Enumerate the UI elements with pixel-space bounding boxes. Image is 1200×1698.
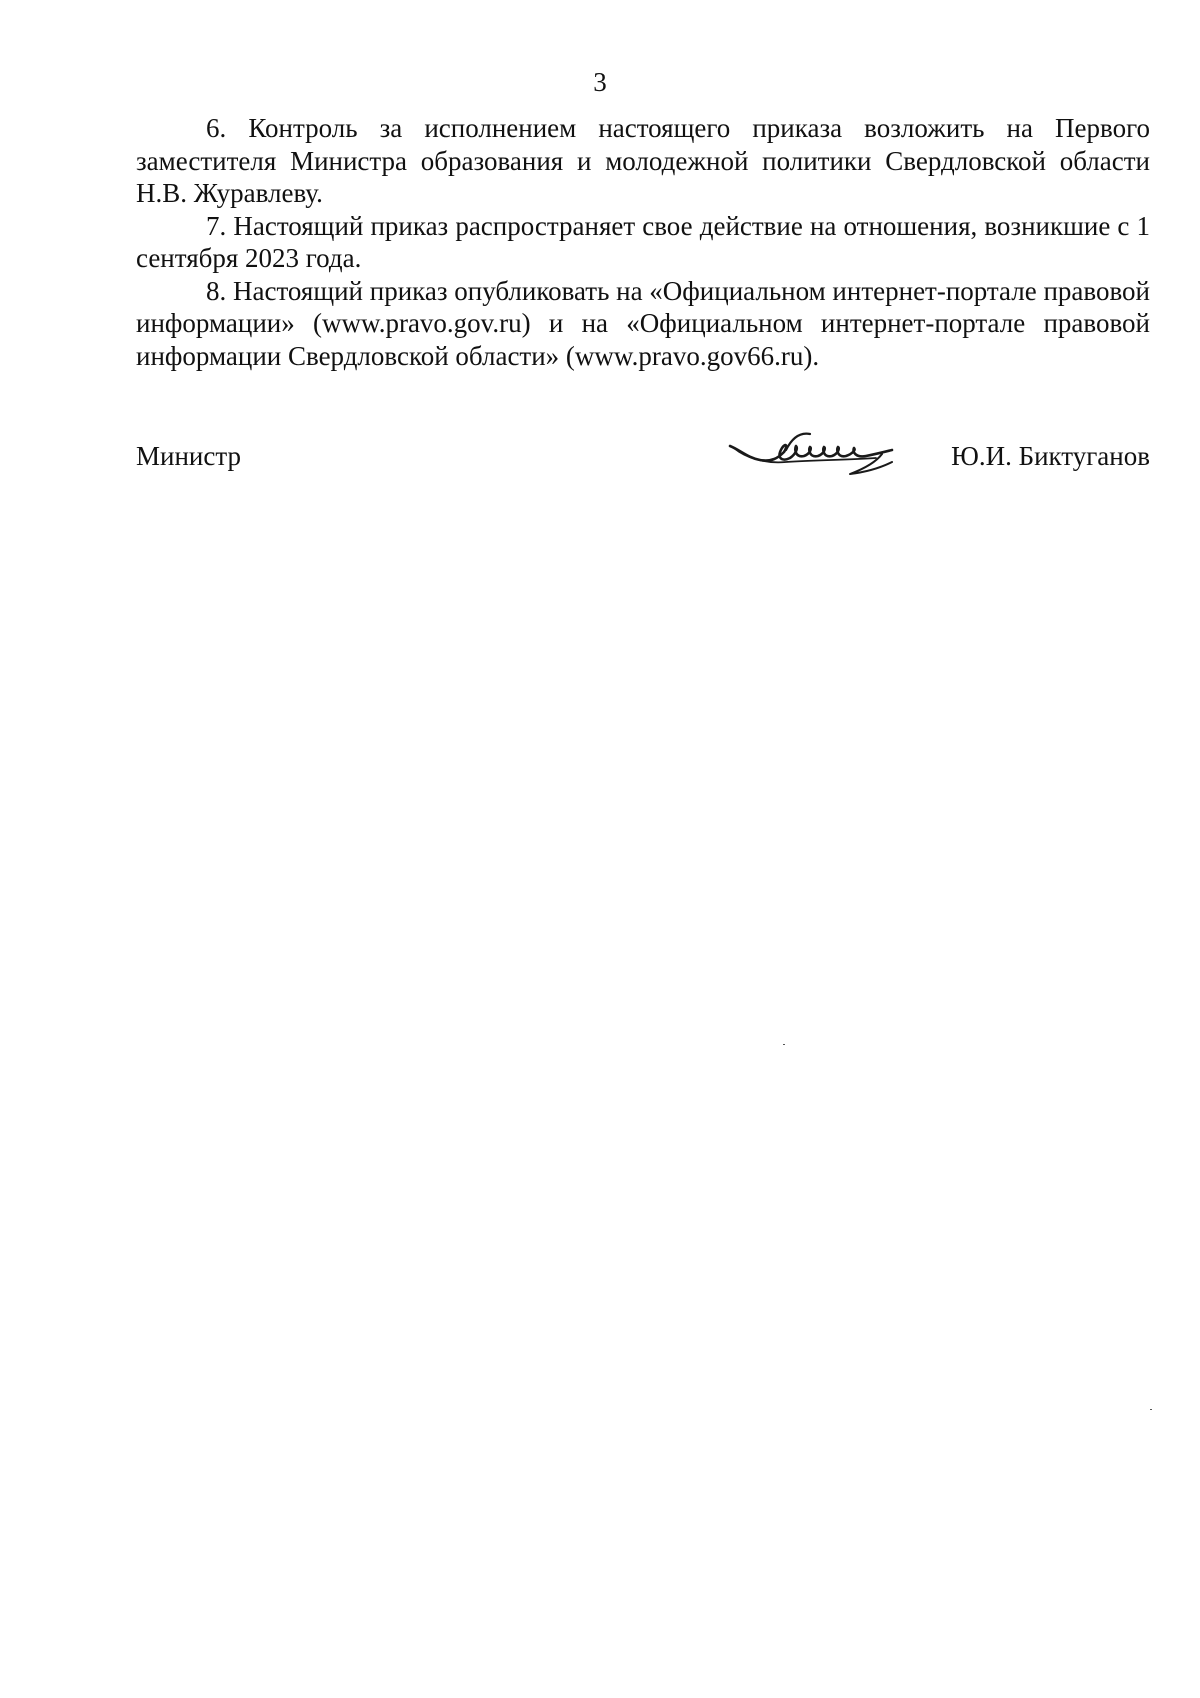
scan-speck: [1150, 1409, 1152, 1410]
handwritten-signature: [726, 428, 906, 496]
document-body: [136, 112, 1150, 372]
page-number: 3: [593, 67, 607, 97]
signer-name: Ю.И. Биктуганов: [951, 441, 1150, 471]
paragraph-8: 8. Настоящий приказ опубликовать на «Официальном интернет-портале правовой информации» (www.pravo.gov.ru) и на «Официальном интернет-портале правовой информации Свердловской области» (www.pravo.gov66.ru).: [136, 275, 1150, 371]
scan-speck: [783, 1044, 785, 1045]
paragraph-6: 6. Контроль за исполнением настоящего приказа возложить на Первого заместителя Министра образования и молодежной политики Свердловской области Н.В. Журавлеву.: [136, 113, 1150, 208]
signer-position: Министр: [136, 441, 241, 471]
paragraph-7: 7. Настоящий приказ распространяет свое действие на отношения, возникшие с 1 сентября 2023 года.: [136, 210, 1150, 273]
signature-block: [136, 440, 1150, 500]
